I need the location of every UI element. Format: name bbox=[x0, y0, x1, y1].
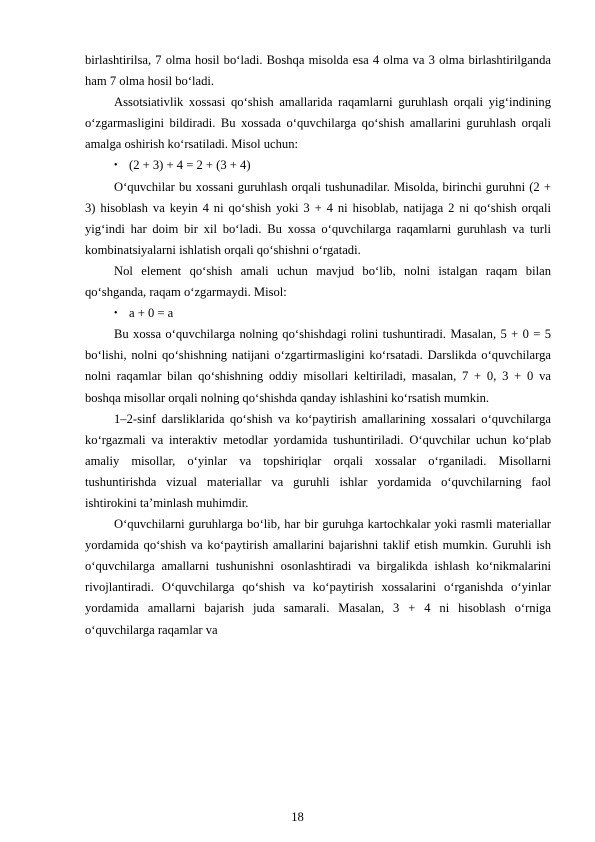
formula-bullet-item bbox=[85, 303, 551, 324]
paragraph: O‘quvchilarni guruhlarga bo‘lib, har bir guruhga kartochkalar yoki rasmli materiallar yordamida qo‘shish va ko‘paytirish amallarini bajarishni taklif etish mumkin. Guruhli ish o‘quvchilarga amallarni tushunishni osonlashtiradi va birgalikda ishlash ko‘nikmalarini rivojlantiradi. O‘quvchilarga qo‘shish va ko‘paytirish xossalarini o‘rganishda o‘yinlar yordamida amallarni bajarish juda samarali. Masalan, 3 + 4 ni hisoblash o‘rniga o‘quvchilarga raqamlar va bbox=[85, 517, 551, 637]
page-number: 18 bbox=[291, 810, 304, 824]
paragraph: 1–2-sinf darsliklarida qo‘shish va ko‘paytirish amallarining xossalari o‘quvchilarga ko‘rgazmali va interaktiv metodlar yordamida tushuntiriladi. O‘quvchilar uchun ko‘plab amaliy misollar, o‘yinlar va topshiriqlar orqali xossalar o‘rganiladi. Misollarni tushuntirishda vizual materiallar va guruhli ishlar yordamida o‘quvchilarning faol ishtirokini ta’minlash muhimdir. bbox=[85, 411, 551, 510]
paragraph: Bu xossa o‘quvchilarga nolning qo‘shishdagi rolini tushuntiradi. Masalan, 5 + 0 = 5 bo‘lishi, nolni qo‘shishning natijani o‘zgartirmasligini ko‘rsatadi. Darslikda o‘quvchilarga nolni raqamlar bilan qo‘shishning oddiy misollari keltiriladi, masalan, 7 + 0, 3 + 0 va boshqa misollar orqali nolning qo‘shishda qanday ishlashini ko‘rsatish mumkin. bbox=[85, 327, 551, 405]
document-page bbox=[85, 50, 551, 641]
paragraph: birlashtirilsa, 7 olma hosil bo‘ladi. Boshqa misolda esa 4 olma va 3 olma birlashtirilganda ham 7 olma hosil bo‘ladi. bbox=[85, 53, 551, 89]
formula-text: a + 0 = a bbox=[129, 306, 174, 321]
formula-text: (2 + 3) + 4 = 2 + (3 + 4) bbox=[129, 158, 251, 173]
formula-bullet-item bbox=[85, 155, 551, 176]
bullet-icon: • bbox=[114, 308, 118, 320]
paragraph: O‘quvchilar bu xossani guruhlash orqali tushunadilar. Misolda, birinchi guruhni (2 + 3) hisoblash va keyin 4 ni qo‘shish yoki 3 + 4 ni hisoblab, natijaga 2 ni qo‘shish orqali yig‘indi har doim bir xil bo‘ladi. Bu xossa o‘quvchilarga raqamlarni guruhlash va turli kombinatsiyalarni ishlatish orqali qo‘shishni o‘rgatadi. bbox=[85, 179, 551, 257]
bullet-icon: • bbox=[114, 160, 118, 172]
paragraph: Assotsiativlik xossasi qo‘shish amallarida raqamlarni guruhlash orqali yig‘indining o‘zgarmasligini bildiradi. Bu xossada o‘quvchilarga qo‘shish amallarini guruhlash orqali amalga oshirish ko‘rsatiladi. Misol uchun: bbox=[85, 95, 551, 152]
paragraph: Nol element qo‘shish amali uchun mavjud bo‘lib, nolni istalgan raqam bilan qo‘shganda, raqam o‘zgarmaydi. Misol: bbox=[85, 263, 551, 300]
